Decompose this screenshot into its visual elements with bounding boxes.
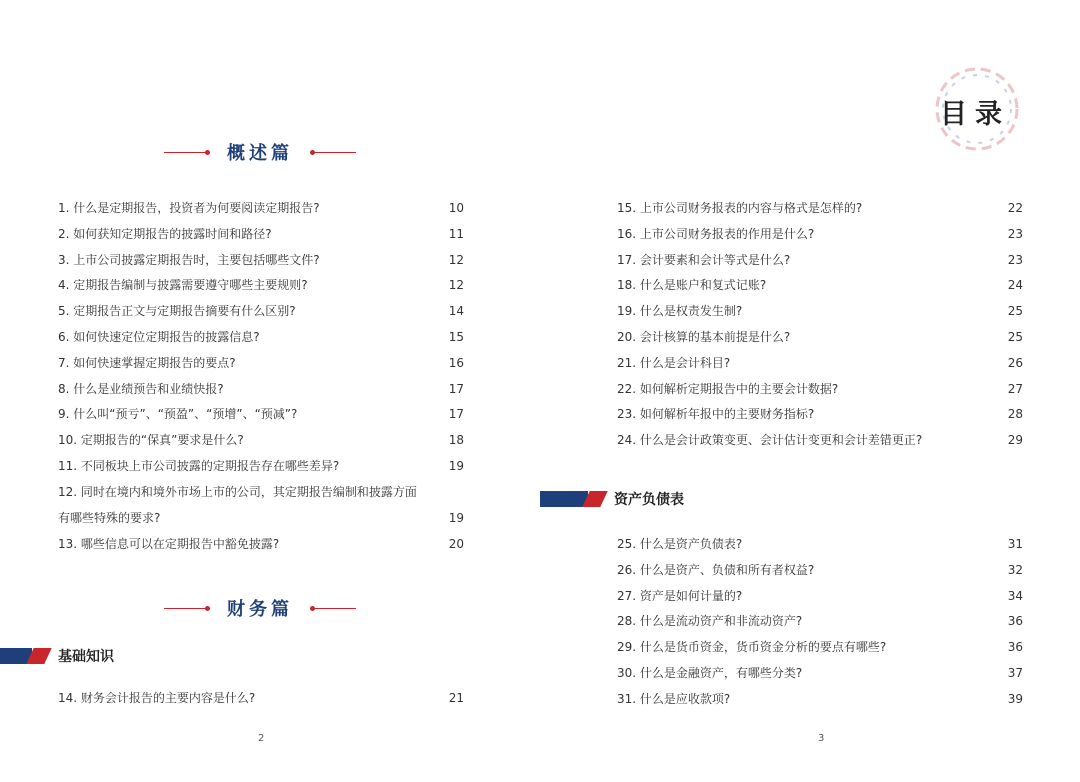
toc-item-title: 17. 会计要素和会计等式是什么? bbox=[617, 252, 791, 267]
toc-item-page: 21 bbox=[448, 691, 464, 705]
toc-item[interactable] bbox=[617, 301, 1023, 321]
toc-item[interactable] bbox=[58, 250, 464, 270]
toc-item[interactable] bbox=[617, 663, 1023, 683]
toc-item[interactable] bbox=[58, 275, 464, 295]
toc-item-page: 19 bbox=[448, 511, 464, 525]
toc-item-title: 4. 定期报告编制与披露需要遵守哪些主要规则? bbox=[58, 278, 308, 293]
toc-item-page: 20 bbox=[448, 537, 464, 551]
toc-item[interactable] bbox=[617, 404, 1023, 424]
toc-item[interactable] bbox=[617, 560, 1023, 580]
toc-item-title: 14. 财务会计报告的主要内容是什么? bbox=[58, 691, 256, 705]
toc-item[interactable] bbox=[58, 430, 464, 450]
toc-item-title: 8. 什么是业绩预告和业绩快报? bbox=[58, 381, 224, 396]
toc-item-page: 36 bbox=[1007, 614, 1023, 629]
category-bar bbox=[540, 491, 604, 507]
toc-item[interactable] bbox=[58, 301, 464, 321]
toc-item-title: 20. 会计核算的基本前提是什么? bbox=[617, 330, 791, 344]
toc-item[interactable] bbox=[58, 327, 464, 347]
toc-item-title: 24. 什么是会计政策变更、会计估计变更和会计差错更正? bbox=[617, 433, 923, 448]
toc-item-title: 3. 上市公司披露定期报告时，主要包括哪些文件? bbox=[58, 252, 320, 267]
toc-item-page: 14 bbox=[448, 304, 464, 319]
toc-item-title: 25. 什么是资产负债表? bbox=[617, 537, 743, 551]
toc-item-title: 31. 什么是应收款项? bbox=[617, 691, 731, 706]
toc-item-page: 27 bbox=[1007, 381, 1023, 396]
toc-item[interactable] bbox=[617, 275, 1023, 295]
toc-item-page: 25 bbox=[1007, 330, 1023, 344]
toc-item-title: 30. 什么是金融资产，有哪些分类? bbox=[617, 666, 803, 680]
page-number-left: 2 bbox=[258, 733, 265, 744]
category-banner-balance-sheet bbox=[540, 490, 684, 508]
toc-item-title: 19. 什么是权责发生制? bbox=[617, 304, 743, 319]
toc-item-page: 24 bbox=[1007, 278, 1023, 293]
category-label: 资产负债表 bbox=[614, 492, 684, 508]
toc-item[interactable] bbox=[617, 198, 1023, 218]
heading-line-right bbox=[312, 152, 356, 153]
toc-item-page: 15 bbox=[448, 330, 464, 344]
toc-item-page: 31 bbox=[1007, 537, 1023, 551]
toc-item-page: 32 bbox=[1007, 562, 1023, 577]
toc-item-page: 29 bbox=[1007, 433, 1023, 448]
toc-item-title: 有哪些特殊的要求? bbox=[58, 511, 161, 525]
toc-item-title: 28. 什么是流动资产和非流动资产? bbox=[617, 614, 803, 629]
toc-item-title: 6. 如何快速定位定期报告的披露信息? bbox=[58, 330, 260, 344]
toc-item[interactable] bbox=[617, 586, 1023, 606]
toc-item-title: 11. 不同板块上市公司披露的定期报告存在哪些差异? bbox=[58, 459, 340, 473]
category-banner-basics bbox=[0, 647, 114, 665]
toc-item-page: 17 bbox=[448, 381, 464, 396]
toc-item[interactable] bbox=[617, 430, 1023, 450]
toc-item[interactable] bbox=[58, 456, 464, 476]
toc-item[interactable] bbox=[617, 224, 1023, 244]
toc-item[interactable] bbox=[617, 637, 1023, 657]
toc-item-page: 17 bbox=[448, 407, 464, 422]
toc-item-page: 34 bbox=[1007, 588, 1023, 603]
toc-item-title: 26. 什么是资产、负债和所有者权益? bbox=[617, 562, 815, 577]
section-title-overview: 概述篇 bbox=[227, 143, 293, 164]
toc-item-title: 29. 什么是货币资金，货币资金分析的要点有哪些? bbox=[617, 640, 887, 655]
toc-item-title: 15. 上市公司财务报表的内容与格式是怎样的? bbox=[617, 201, 863, 215]
toc-item-page: 11 bbox=[448, 226, 464, 241]
toc-item[interactable] bbox=[58, 224, 464, 244]
page-number-right: 3 bbox=[818, 733, 825, 744]
toc-item-title: 13. 哪些信息可以在定期报告中豁免披露? bbox=[58, 537, 280, 551]
toc-item-title: 2. 如何获知定期报告的披露时间和路径? bbox=[58, 226, 272, 241]
toc-item-title: 16. 上市公司财务报表的作用是什么? bbox=[617, 226, 815, 241]
toc-item-14[interactable] bbox=[58, 688, 464, 708]
toc-item-page: 19 bbox=[448, 459, 464, 473]
toc-item-page: 28 bbox=[1007, 407, 1023, 422]
toc-item[interactable] bbox=[617, 327, 1023, 347]
toc-item[interactable] bbox=[58, 198, 464, 218]
toc-item[interactable] bbox=[58, 379, 464, 399]
toc-item-page: 23 bbox=[1007, 226, 1023, 241]
toc-item-13[interactable] bbox=[58, 534, 464, 554]
toc-item-page: 39 bbox=[1007, 691, 1023, 706]
toc-item[interactable] bbox=[617, 379, 1023, 399]
toc-item-page: 37 bbox=[1007, 666, 1023, 680]
toc-item-title: 23. 如何解析年报中的主要财务指标? bbox=[617, 407, 815, 422]
toc-item-title: 9. 什么叫“预亏”、“预盈”、“预增”、“预减”? bbox=[58, 407, 298, 422]
heading-line-left bbox=[164, 608, 208, 609]
toc-item-page: 25 bbox=[1007, 304, 1023, 319]
toc-item-page: 12 bbox=[448, 252, 464, 267]
toc-item-title: 12. 同时在境内和境外市场上市的公司，其定期报告编制和披露方面 bbox=[58, 485, 417, 499]
right-page bbox=[540, 0, 1080, 782]
toc-item[interactable] bbox=[617, 250, 1023, 270]
toc-item-title: 18. 什么是账户和复式记账? bbox=[617, 278, 767, 293]
toc-item-title: 7. 如何快速掌握定期报告的要点? bbox=[58, 355, 236, 370]
section-heading-overview bbox=[164, 140, 356, 164]
section-title-finance: 财务篇 bbox=[227, 599, 293, 620]
toc-item[interactable] bbox=[58, 353, 464, 373]
toc-item-12-line2[interactable] bbox=[58, 508, 464, 528]
heading-line-right bbox=[312, 608, 356, 609]
toc-item[interactable] bbox=[58, 404, 464, 424]
toc-item-page: 18 bbox=[448, 433, 464, 448]
heading-line-left bbox=[164, 152, 208, 153]
category-label: 基础知识 bbox=[58, 649, 114, 665]
section-heading-finance bbox=[164, 596, 356, 620]
toc-item-page: 22 bbox=[1007, 201, 1023, 215]
toc-item-title: 21. 什么是会计科目? bbox=[617, 355, 731, 370]
toc-item-title: 27. 资产是如何计量的? bbox=[617, 588, 743, 603]
toc-item-page: 16 bbox=[448, 355, 464, 370]
category-bar bbox=[0, 648, 48, 664]
toc-item-page: 12 bbox=[448, 278, 464, 293]
toc-item[interactable] bbox=[617, 353, 1023, 373]
toc-item-title: 22. 如何解析定期报告中的主要会计数据? bbox=[617, 381, 839, 396]
toc-item-title: 10. 定期报告的“保真”要求是什么? bbox=[58, 433, 244, 448]
toc-item[interactable] bbox=[617, 689, 1023, 709]
toc-item[interactable] bbox=[617, 611, 1023, 631]
toc-item-12-line1[interactable] bbox=[58, 482, 464, 502]
toc-title: 目录 bbox=[940, 99, 1010, 130]
toc-item-page: 10 bbox=[448, 201, 464, 215]
toc-item-title: 5. 定期报告正文与定期报告摘要有什么区别? bbox=[58, 304, 296, 319]
toc-item-title: 1. 什么是定期报告，投资者为何要阅读定期报告? bbox=[58, 201, 320, 215]
toc-item-page: 23 bbox=[1007, 252, 1023, 267]
toc-item-page: 26 bbox=[1007, 355, 1023, 370]
toc-item-page: 36 bbox=[1007, 640, 1023, 655]
toc-item[interactable] bbox=[617, 534, 1023, 554]
